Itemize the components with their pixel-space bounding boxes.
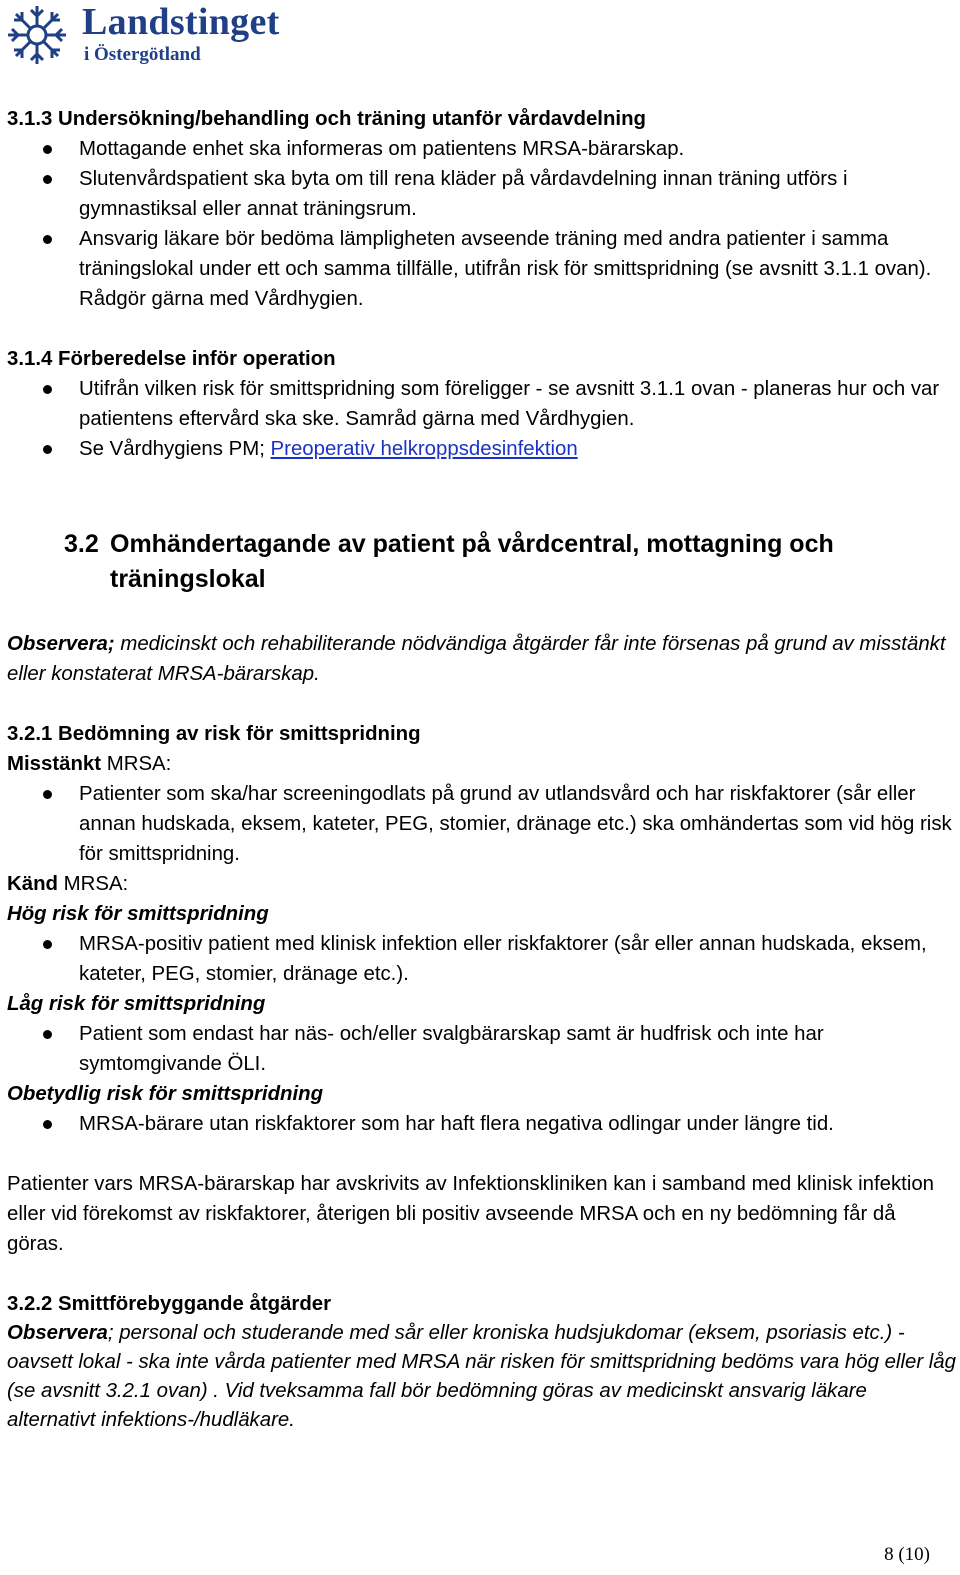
list-item: Slutenvårdspatient ska byta om till rena kläder på vårdavdelning innan träning utförs i gymnastiksal eller annat träningsrum. <box>7 164 957 224</box>
list-negligible-risk <box>7 1109 957 1139</box>
heading-3-2-number: 3.2 <box>64 530 99 558</box>
heading-3-2-title-cont: träningslokal <box>110 565 266 593</box>
low-risk-heading: Låg risk för smittspridning <box>7 993 266 1015</box>
list-item: Ansvarig läkare bör bedöma lämpligheten avseende träning med andra patienter i samma träningslokal under ett och samma tillfälle, utifrån risk för smittspridning (se avsnitt 3.1.1 ovan). Rådgör gärna med Vårdhygien. <box>7 224 957 314</box>
list-low-risk <box>7 1019 957 1079</box>
logo <box>4 2 304 68</box>
document-body <box>7 104 957 1435</box>
heading-3-1-3: 3.1.3 Undersökning/behandling och träning utanför vårdavdelning <box>7 108 646 130</box>
snowflake-emblem-icon <box>4 2 70 68</box>
high-risk-heading: Hög risk för smittspridning <box>7 903 269 925</box>
list-item: MRSA-positiv patient med klinisk infektion eller riskfaktorer (sår eller annan hudskada, eksem, kateter, PEG, stomier, dränage etc.). <box>7 929 957 989</box>
observation-3-2 <box>7 629 957 689</box>
observe-label: Observera; <box>7 633 115 655</box>
list-item: Mottagande enhet ska informeras om patientens MRSA-bärarskap. <box>7 134 957 164</box>
suspected-rest: MRSA: <box>101 753 172 775</box>
negligible-risk-heading: Obetydlig risk för smittspridning <box>7 1083 324 1105</box>
list-item: Patienter som ska/har screeningodlats på grund av utlandsvård och har riskfaktorer (sår eller annan hudskada, eksem, kateter, PEG, stomier, dränage etc.) ska omhändertas som vid hög risk för smittspridning. <box>7 779 957 869</box>
list-3-1-4 <box>7 374 957 464</box>
heading-3-2-title: Omhändertagande av patient på vårdcentral, mottagning och <box>110 530 834 558</box>
observe-text: medicinskt och rehabiliterande nödvändiga åtgärder får inte försenas på grund av misstänkt eller konstaterat MRSA-bärarskap. <box>7 633 946 685</box>
list-item-pm <box>7 434 957 464</box>
logo-name: Landstinget <box>82 1 280 43</box>
preoperative-link[interactable]: Preoperativ helkroppsdesinfektion <box>270 438 578 460</box>
observation-3-2-2 <box>7 1319 957 1435</box>
list-suspected <box>7 779 957 869</box>
observe-text: ; personal och studerande med sår eller kroniska hudsjukdomar (eksem, psoriasis etc.) - oavsett lokal - ska inte vårda patienter med MRSA när risken för smittspridning bedöms vara hög eller låg (se avsnitt 3.2.1 ovan) . Vid tveksamma fall bör bedömning göras av medicinskt ansvarig läkare alternativt infektions-/hudläkare. <box>7 1322 956 1431</box>
list-3-1-3 <box>7 134 957 314</box>
suspected-bold: Misstänkt <box>7 753 102 775</box>
list-high-risk <box>7 929 957 989</box>
list-item: Utifrån vilken risk för smittspridning som föreligger - se avsnitt 3.1.1 ovan - planeras hur och var patientens eftervård ska ske. Samråd gärna med Vårdhygien. <box>7 374 957 434</box>
logo-subtitle: i Östergötland <box>84 44 201 65</box>
known-bold: Känd <box>7 873 58 895</box>
paragraph-reassessment: Patienter vars MRSA-bärarskap har avskrivits av Infektionskliniken kan i samband med klinisk infektion eller vid förekomst av riskfaktorer, återigen bli positiv avseende MRSA och en ny bedömning får då göras. <box>7 1173 935 1255</box>
suspected-label <box>7 749 957 779</box>
heading-3-2-1: 3.2.1 Bedömning av risk för smittspridning <box>7 723 421 745</box>
page-number: 8 (10) <box>884 1544 930 1565</box>
heading-3-2-2: 3.2.2 Smittförebyggande åtgärder <box>7 1293 332 1315</box>
known-rest: MRSA: <box>57 873 129 895</box>
pm-prefix: Se Vårdhygiens PM; <box>79 438 271 460</box>
list-item: Patient som endast har näs- och/eller svalgbärarskap samt är hudfrisk och inte har symtomgivande ÖLI. <box>7 1019 957 1079</box>
heading-3-1-4: 3.1.4 Förberedelse inför operation <box>7 348 336 370</box>
heading-3-2 <box>7 527 957 597</box>
known-label <box>7 869 957 899</box>
observe-label: Observera <box>7 1322 108 1344</box>
list-item: MRSA-bärare utan riskfaktorer som har haft flera negativa odlingar under längre tid. <box>7 1109 957 1139</box>
